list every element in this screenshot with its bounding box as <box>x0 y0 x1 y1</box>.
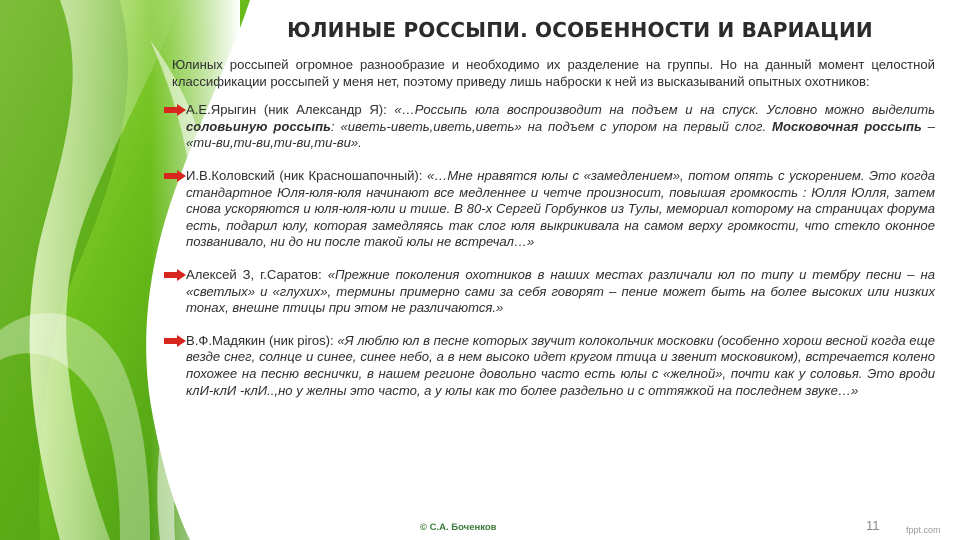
quote-item <box>172 333 935 399</box>
quote-author: В.Ф.Мадякин (ник piros): <box>186 332 338 348</box>
slide-body <box>172 57 935 415</box>
quote-item <box>172 267 935 317</box>
quote-text: «…Мне нравятся юлы с «замедлением», потом опять с ускорением. Это когда стандартное Юля-юля-юля начинают все медленнее и четче произносит, повышая громкость : Юлля Юлля, затем снова ускоряются и юля-юля-юли и тише. В 80-х Сергей Горбунков из Тулы, мемориал которому на страницах форума есть, подарил юлу, которая замедляясь так слог юля выкрикивала на самом верху громкости, что стекло оконное позванивало, ни до ни после такой юлы не встречал…» <box>186 167 935 250</box>
quote-author: И.В.Коловский (ник Красношапочный): <box>186 167 427 183</box>
red-arrow-icon <box>164 335 186 347</box>
brand-watermark: fppt.com <box>906 525 941 535</box>
quote-text: «Я люблю юл в песне которых звучит колокольчик московки (особенно хорош весной когда еще везде снег, солнце и синее, синее небо, а в нем высоко идет кругом птица и звенит московиком), встречается колено похожее на песню веснички, в нашем регионе довольно часто есть юлы с «желной», почти как у соловья. Это вроди клИ-клИ -клИ..,но у желны это часто, а у юлы как то более раздельно и с оттяжкой на последнем звуке…» <box>186 332 935 398</box>
slide-title: ЮЛИНЫЕ РОССЫПИ. ОСОБЕННОСТИ И ВАРИАЦИИ <box>287 18 873 42</box>
quote-text: : «иветь-иветь,иветь,иветь» на подъем с упором на первый слог. <box>330 118 773 134</box>
quote-text: – «ти-ви,ти-ви,ти-ви,ти-ви». <box>186 118 935 151</box>
footer-author: © С.А. Боченков <box>420 522 497 533</box>
quote-item <box>172 168 935 251</box>
quote-highlight: соловьиную россыпь <box>186 118 331 134</box>
page-number: 11 <box>866 518 880 533</box>
quote-author: Алексей З, г.Саратов: <box>186 266 328 282</box>
quote-text: «Прежние поколения охотников в наших местах различали юл по типу и тембру песни – на «светлых» и «глухих», термины примерно сами за себя говорят – пение может быть на более высоких или низких тонах, внешне птицы при этом не различаются.» <box>186 266 935 316</box>
quote-author: А.Е.Ярыгин (ник Александр Я): <box>186 102 395 118</box>
intro-paragraph: Юлиных россыпей огромное разнообразие и необходимо их разделение на группы. Но на данный момент целостной классификации россыпей у меня нет, поэтому приведу лишь наброски к ней из высказываний опытных охотников: <box>172 57 935 89</box>
quote-text: «…Россыпь юла воспроизводит на подъем и на спуск. Условно можно выделить <box>394 102 935 118</box>
quote-highlight: Московочная россыпь <box>772 118 922 134</box>
red-arrow-icon <box>164 104 186 116</box>
red-arrow-icon <box>164 170 186 182</box>
quote-item <box>172 102 935 152</box>
red-arrow-icon <box>164 269 186 281</box>
